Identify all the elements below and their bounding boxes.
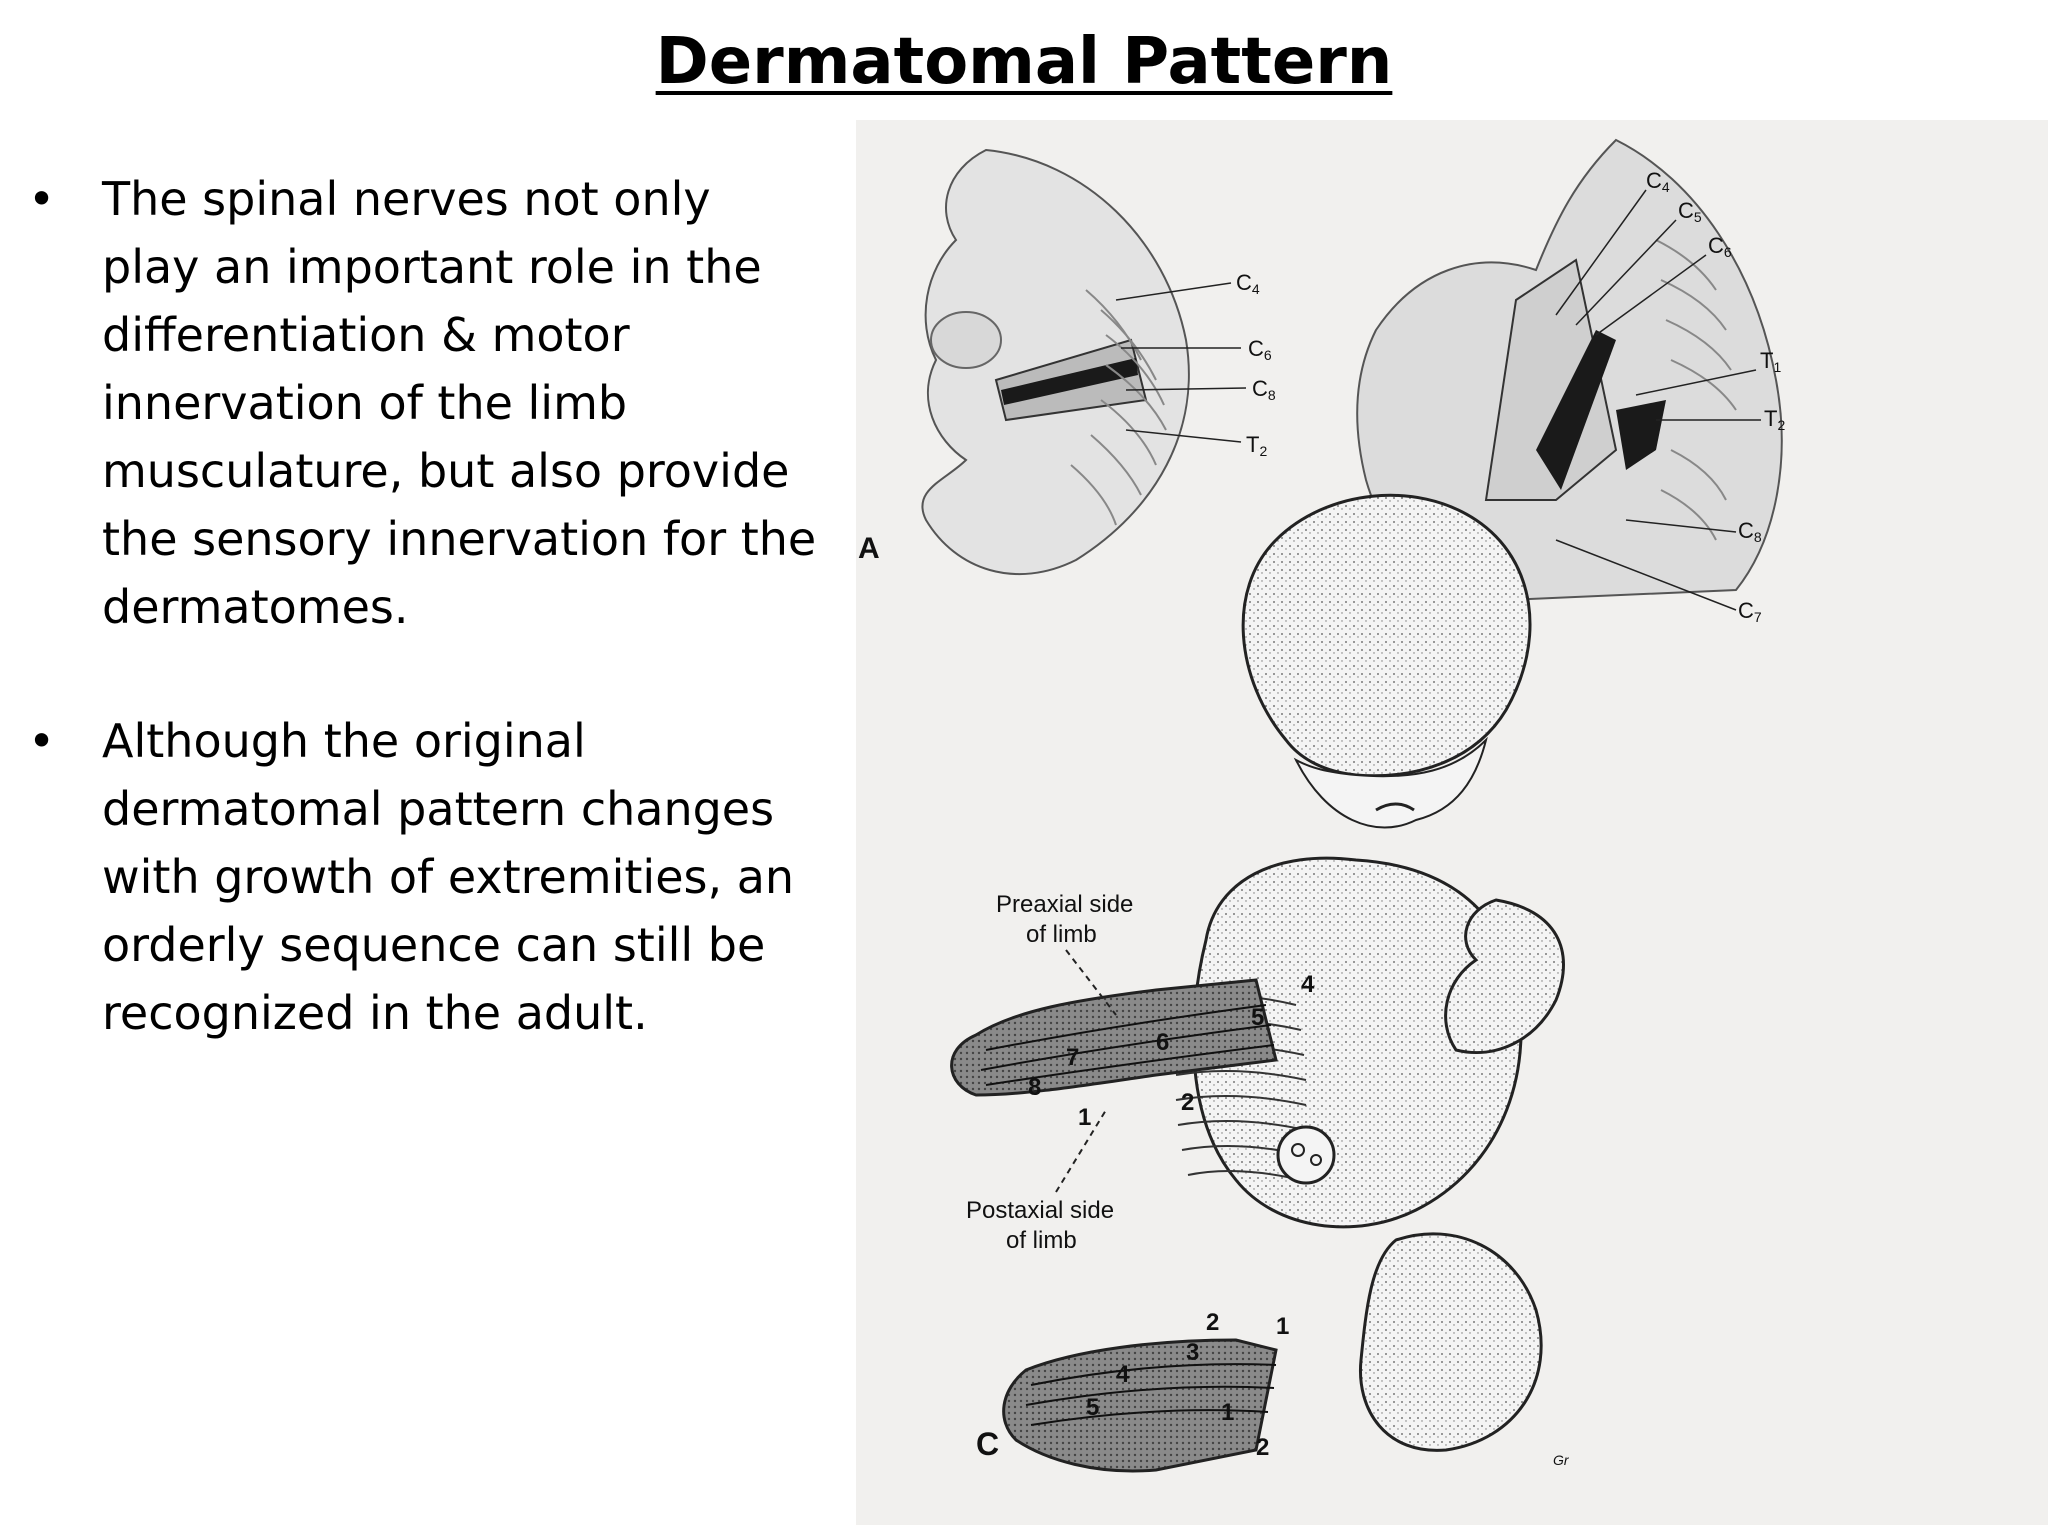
leg-number: 3 [1186, 1339, 1200, 1366]
label-c6: C6 [1708, 233, 1732, 260]
label-c8: C8 [1738, 518, 1762, 545]
leg-number: 2 [1256, 1434, 1270, 1461]
bullet-dot: • [28, 714, 56, 768]
panel-a-limb-bud [931, 312, 1001, 368]
postaxial-label: Postaxial side [966, 1197, 1115, 1224]
label-t1: T1 [1760, 348, 1782, 375]
label-c7: C7 [1738, 598, 1762, 625]
postaxial-label-2: of limb [1006, 1227, 1077, 1254]
label-c8: C8 [1252, 376, 1276, 403]
embryo-dermatome-figure [856, 120, 2048, 1525]
bullet-text: Although the original dermatomal pattern changes with growth of extremities, an orderly sequence can still be recognized in the adult. [102, 714, 795, 1040]
leg-number: 5 [1086, 1394, 1100, 1421]
bullet-dot: • [28, 172, 56, 226]
arm-number: 1 [1078, 1104, 1092, 1131]
slide-title-text: Dermatomal Pattern [655, 25, 1393, 99]
label-t2: T2 [1246, 432, 1268, 459]
arm-number: 5 [1251, 1004, 1265, 1031]
slide-title [0, 22, 2048, 102]
leg-number: 2 [1206, 1309, 1220, 1336]
label-c5: C5 [1678, 198, 1702, 225]
leg-number: 4 [1116, 1361, 1130, 1388]
artist-signature: Gr [1553, 1452, 1569, 1468]
panel-c-letter: C [976, 1426, 1000, 1462]
figure-svg [856, 120, 2048, 1525]
preaxial-label-2: of limb [1026, 921, 1097, 948]
embryo-head [1243, 495, 1530, 775]
label-c4: C4 [1236, 270, 1260, 297]
bullet-item [20, 707, 820, 1047]
arm-number: 8 [1028, 1074, 1042, 1101]
panel-a-letter: A [858, 532, 880, 565]
leg-number: 1 [1276, 1313, 1290, 1340]
preaxial-label: Preaxial side [996, 891, 1134, 918]
arm-number: 6 [1156, 1029, 1170, 1056]
label-c6: C6 [1248, 336, 1272, 363]
leg-number: 1 [1221, 1399, 1235, 1426]
label-c4: C4 [1646, 168, 1670, 195]
bullet-text: The spinal nerves not only play an important role in the differentiation & motor innervation of the limb musculature, but also provide the sensory innervation for the dermatomes. [102, 172, 817, 634]
label-t2: T2 [1764, 406, 1786, 433]
bullet-item [20, 165, 820, 641]
arm-number: 2 [1181, 1089, 1195, 1116]
umbilical-cord [1278, 1127, 1334, 1183]
arm-number: 4 [1301, 971, 1315, 998]
arm-number: 7 [1066, 1044, 1080, 1071]
bullet-list [20, 165, 820, 1047]
